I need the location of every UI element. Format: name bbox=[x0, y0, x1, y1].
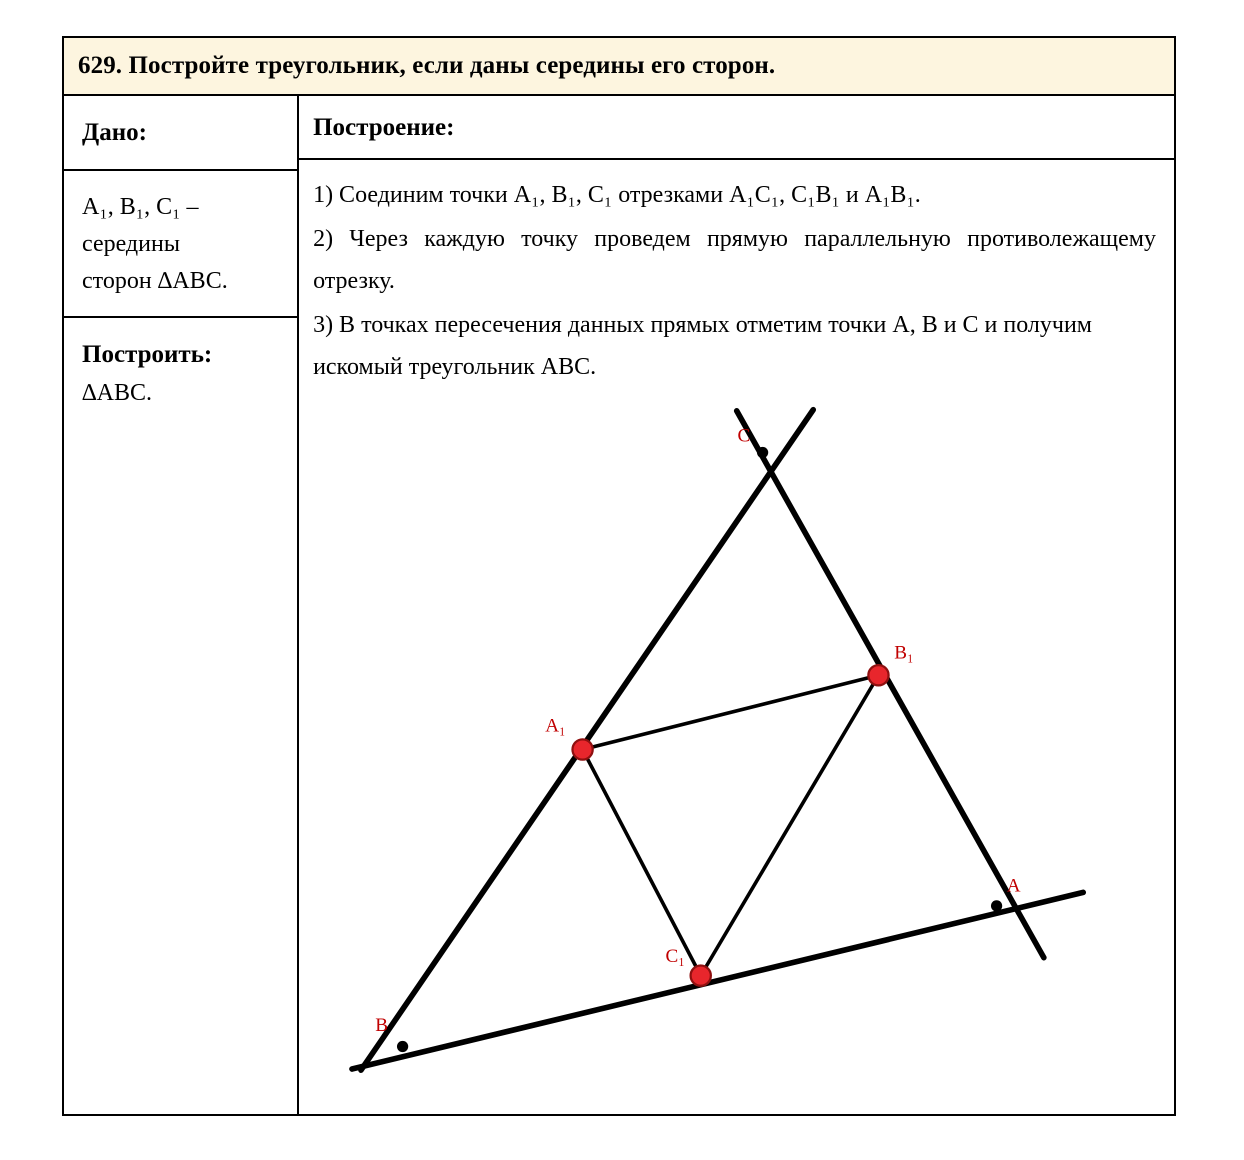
point-C1-dot bbox=[691, 966, 711, 986]
construction-header: Построение: bbox=[299, 96, 1174, 160]
label-C: C bbox=[737, 425, 751, 447]
construction-step-1: 1) Соединим точки A₁, B₁, C₁ отрезками A₁C₁, C₁B₁ и A₁B₁. bbox=[313, 182, 921, 208]
triangle-sides bbox=[352, 410, 1083, 1070]
label-B: B bbox=[375, 1014, 389, 1036]
point-C-dot bbox=[757, 447, 768, 458]
point-A1-dot bbox=[573, 739, 593, 759]
given-line-1: A₁, B₁, C₁ – середины bbox=[82, 193, 199, 257]
build-statement bbox=[64, 318, 297, 428]
task-title: Постройте треугольник, если даны середины его сторон. bbox=[128, 52, 776, 79]
given-column bbox=[64, 96, 299, 1114]
given-line-2: сторон ∆ABC. bbox=[82, 268, 228, 295]
point-B1-dot bbox=[868, 665, 888, 685]
task-header bbox=[64, 38, 1174, 96]
exercise-card bbox=[62, 36, 1176, 1116]
segment-C1B1 bbox=[701, 675, 879, 975]
point-A-dot bbox=[991, 900, 1002, 911]
construction-step-2: 2) Через каждую точку проведем прямую параллельную противолежащему отрезку. bbox=[313, 226, 1156, 294]
figure-svg bbox=[313, 394, 1156, 1114]
construction-figure bbox=[313, 394, 1156, 1114]
card-body bbox=[64, 96, 1174, 1114]
task-number: 629. bbox=[78, 52, 123, 79]
build-target: ∆ABC. bbox=[82, 380, 153, 407]
medial-triangle bbox=[583, 675, 879, 975]
given-header: Дано: bbox=[64, 96, 297, 171]
label-C1: C₁ bbox=[665, 946, 686, 968]
build-header: Построить: bbox=[82, 341, 213, 369]
label-B1: B₁ bbox=[894, 642, 914, 664]
label-A: A bbox=[1006, 875, 1021, 897]
construction-step-3: 3) В точках пересечения данных прямых отметим точки A, B и C и получим искомый треугольник ABC. bbox=[313, 312, 1092, 380]
construction-body bbox=[299, 160, 1174, 1114]
point-B-dot bbox=[397, 1041, 408, 1052]
given-statement bbox=[64, 171, 297, 319]
segment-A1C1 bbox=[583, 750, 701, 976]
construction-column bbox=[299, 96, 1174, 1114]
vertex-markers bbox=[397, 447, 1002, 1052]
label-A1: A₁ bbox=[545, 715, 566, 737]
figure-labels bbox=[375, 425, 1021, 1036]
line-through-B1 bbox=[737, 411, 1044, 958]
